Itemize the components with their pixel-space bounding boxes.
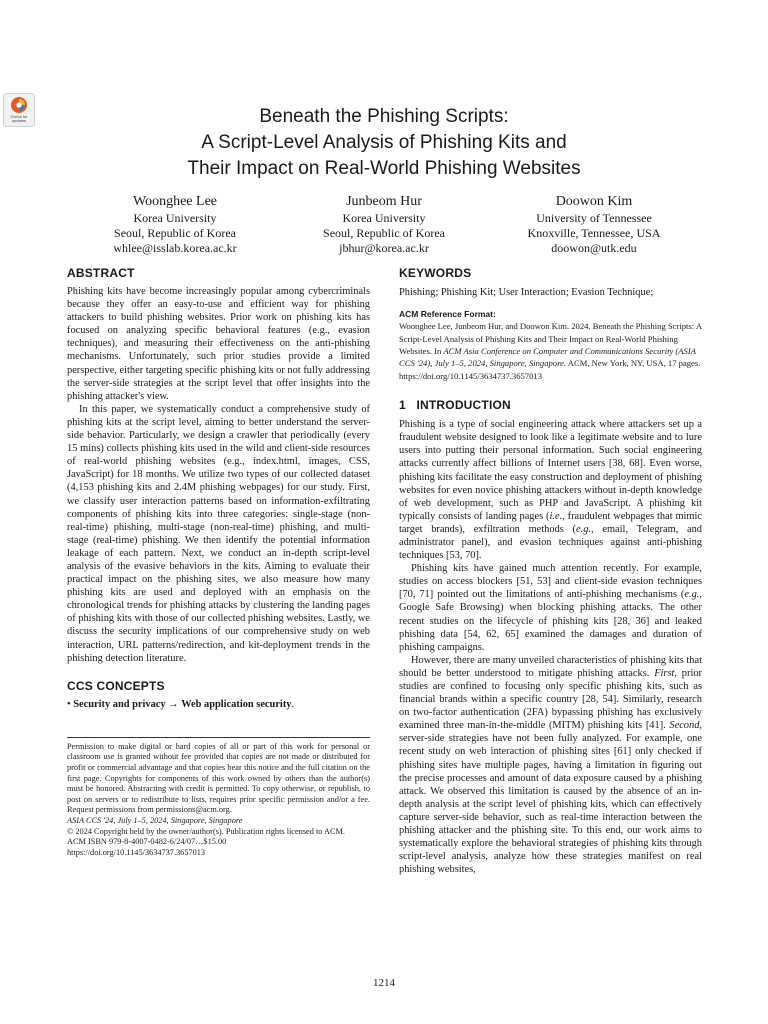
ccs-term-security: Security and privacy: [73, 698, 166, 710]
author-location: Knoxville, Tennessee, USA: [527, 226, 661, 240]
ccs-concepts-heading: CCS CONCEPTS: [67, 678, 165, 693]
author-2: [274, 193, 494, 256]
text-run: Second,: [669, 720, 702, 732]
paper-title: [60, 104, 708, 182]
isbn-line: ACM ISBN 979-8-4007-0482-6/24/07…$15.00: [67, 837, 227, 847]
introduction-heading: [399, 397, 702, 413]
reference-format-text: [399, 320, 702, 382]
text-run: e.g.: [684, 589, 700, 601]
author-email[interactable]: jbhur@korea.ac.kr: [339, 241, 429, 255]
permission-footnote: [67, 742, 370, 859]
text-run: First,: [654, 667, 677, 679]
footnote-rule: [67, 737, 370, 738]
intro-paragraph-2: [399, 562, 702, 654]
page-number: 1214: [373, 977, 395, 989]
permission-text: Permission to make digital or hard copies of all or part of this work for personal or classroom use is granted without fee provided that copies are not made or distributed for profit or commercial advantage and that copies bear this notice and the full citation on the first page. Copyrights for components of this work owned by others than the author(s) must be honored. Abstracting with credit is permitted. To copy otherwise, or republish, to post on servers or to redistribute to lists, requires prior specific permission and/or a fee. Request permissions from permissions@acm.org.: [67, 741, 370, 815]
author-affiliation: University of Tennessee: [536, 211, 652, 225]
title-line-1: Beneath the Phishing Scripts:: [259, 106, 509, 127]
text-run: server-side strategies have not been fully analyzed. For example, one recent study on web interaction of phishing sites [61] only checked if phishing sites have multiple pages, having a limitation in figuring out the precise processes and amount of data exposure caused by a phishing attack. We observed this limitation is caused by the absence of an in-depth analysis at the script level of phishing kits, which can effectively capture server-side behavior, such as real-time interaction between the phishing attacker and the phishing site. To this end, our work aims to systematically explore the behavioral strategies of phishing kits through script-level analysis, analyze how these strategies manifest on real phishing websites,: [399, 733, 702, 876]
abstract-paragraph-1: Phishing kits have become increasingly popular among cybercriminals because they offer an easy-to-use and efficient way for phishing attackers to build phishing websites. Prior work on phishing kits has focused on analyzing specific behavioral features (e.g., evasion techniques), and measuring their effectiveness on the anti-phishing mechanisms. Unfortunately, such prior studies provide a limited perspective, either targeting specific phishing kits or not fully addressing the server-side strategies at the script level that offer insights into the phishing attacker's view.: [67, 286, 370, 402]
intro-paragraph-3: [399, 654, 702, 877]
author-email[interactable]: doowon@utk.edu: [551, 241, 637, 255]
ccs-arrow: →: [168, 698, 179, 710]
ccs-term-web-security: Web application security: [181, 698, 292, 710]
reference-text-part: ACM, New York, NY, USA, 17 pages. https://doi.org/10.1145/3634737.3657013: [399, 358, 701, 381]
author-name: Junbeom Hur: [346, 194, 422, 209]
section-title: INTRODUCTION: [416, 398, 511, 413]
author-3: [484, 193, 704, 256]
left-column: [67, 265, 370, 858]
doi-link[interactable]: https://doi.org/10.1145/3634737.3657013: [67, 847, 206, 857]
title-line-2: A Script-Level Analysis of Phishing Kits and: [201, 132, 567, 153]
text-run: prior studies are confined to focusing only specific phishing kits, such as financial brands within a specific country [28, 54]. Similarly, research on two-factor authentication (2FA) bypassing phishing has exclusively examined three man-in-the-middle (MITM) phishing kits [41].: [399, 667, 703, 732]
text-run: , Google Safe Browsing) when blocking phishing attacks. The other recent studies on the lifecycle of phishing kits [28, 36] and leaked phishing data [54, 62, 65] examined the damages and duration of phishing campaigns.: [399, 589, 702, 653]
check-for-updates-badge[interactable]: [3, 93, 35, 127]
keywords-text: Phishing; Phishing Kit; User Interaction; Evasion Technique;: [399, 287, 654, 298]
text-run: , email, Telegram, and administrator panel), and evasion techniques against anti-phishing techniques [53, 70].: [399, 523, 703, 562]
reference-venue: ACM Asia Conference on Computer and Communications Security (ASIA CCS '24), July 1–5, 2024, Singapore, Singapore.: [399, 345, 696, 369]
author-location: Seoul, Republic of Korea: [114, 226, 236, 240]
reference-format-heading: ACM Reference Format:: [399, 309, 496, 320]
text-run: e.g.: [576, 523, 592, 535]
author-affiliation: Korea University: [133, 211, 217, 225]
ccs-period: .: [291, 698, 295, 710]
title-line-3: Their Impact on Real-World Phishing Websites: [187, 158, 581, 179]
venue-line: ASIA CCS '24, July 1–5, 2024, Singapore, Singapore: [67, 815, 243, 825]
right-column: [399, 265, 702, 876]
keywords-heading: KEYWORDS: [399, 266, 472, 280]
author-location: Seoul, Republic of Korea: [323, 226, 445, 240]
check-for-updates-icon: [10, 96, 28, 114]
ccs-concepts-item: [67, 698, 370, 711]
abstract-heading: ABSTRACT: [67, 266, 135, 280]
check-for-updates-label: Check for updates: [10, 114, 28, 123]
reference-format: [399, 308, 702, 382]
text-run: i.e.: [549, 510, 563, 522]
text-run: , fraudulent webpages that mimic target brands), exfiltration methods (: [399, 510, 702, 535]
author-1: [65, 193, 285, 256]
text-run: Phishing kits have gained much attention recently. For example, studies on access blockers [51, 53] and client-side evasion techniques [70, 71] pointed out the limitations of anti-phishing mechanisms (: [399, 563, 702, 601]
author-name: Woonghee Lee: [133, 194, 217, 209]
section-number: 1: [399, 398, 406, 413]
author-name: Doowon Kim: [555, 194, 633, 209]
text-run: Phishing is a type of social engineering attack where attackers set up a fraudulent website designed to look like a legitimate website and to lure users into putting their personal information. Such social engineering attacks currently affect billions of Internet users [38, 68]. Even worse, phishing kits facilitate the easy construction and deployment of phishing websites for even novice phishing attackers without in-depth knowledge of web development, such as PHP and JavaScript. A phishing kit typically consists of landing pages (: [399, 419, 702, 522]
reference-text-part: Woonghee Lee, Junbeom Hur, and Doowon Kim. 2024. Beneath the Phishing Scripts: A Script-Level Analysis of Phishing Kits and Their Impact on Real-World Phishing Websites. In: [399, 321, 702, 356]
ccs-bullet: •: [67, 698, 71, 710]
abstract-paragraph-2: In this paper, we systematically conduct a comprehensive study of phishing kits at the script level, aiming to better understand the server-side behavior. Particularly, we design a crawler that periodically (every 15 mins) collects phishing kits used in the wild and client-side resources of real-world phishing websites (e.g., index.html, images, CSS, JavaScript) for 18 months. We utilize two types of our collected dataset (4,153 phishing kits and 2.4M phishing webpages) for our study. First, we classify user interaction patterns based on information-exfiltrating components of phishing kits into three categories: single-stage (non-real-time) phishing, multi-stage (non-real-time) phishing, and multi-stage (real-time) phishing. We then identify the potential information leakage of each pattern. Next, we conduct an in-depth script-level analysis of the evasive behaviors in the kits. Aiming to evaluate their practical impact on the phishing sites, we also measure how many phishing kits are used and deployed with an emphasis on the chronological trends for phishing attacks by clustering the landing pages of phishing kits with those of our collected phishing websites. Lastly, we discuss the security implications of our comprehensive study on web interaction, URL patterns/redirection, and kit-deployment trends in the phishing detection literature.: [67, 403, 370, 664]
text-run: However, there are many unveiled characteristics of phishing kits that should be better understood to mitigate phishing attacks.: [399, 654, 702, 679]
author-affiliation: Korea University: [342, 211, 426, 225]
author-email[interactable]: whlee@isslab.korea.ac.kr: [113, 241, 237, 255]
copyright-line: © 2024 Copyright held by the owner/author(s). Publication rights licensed to ACM.: [67, 826, 345, 836]
intro-paragraph-1: [399, 418, 702, 562]
